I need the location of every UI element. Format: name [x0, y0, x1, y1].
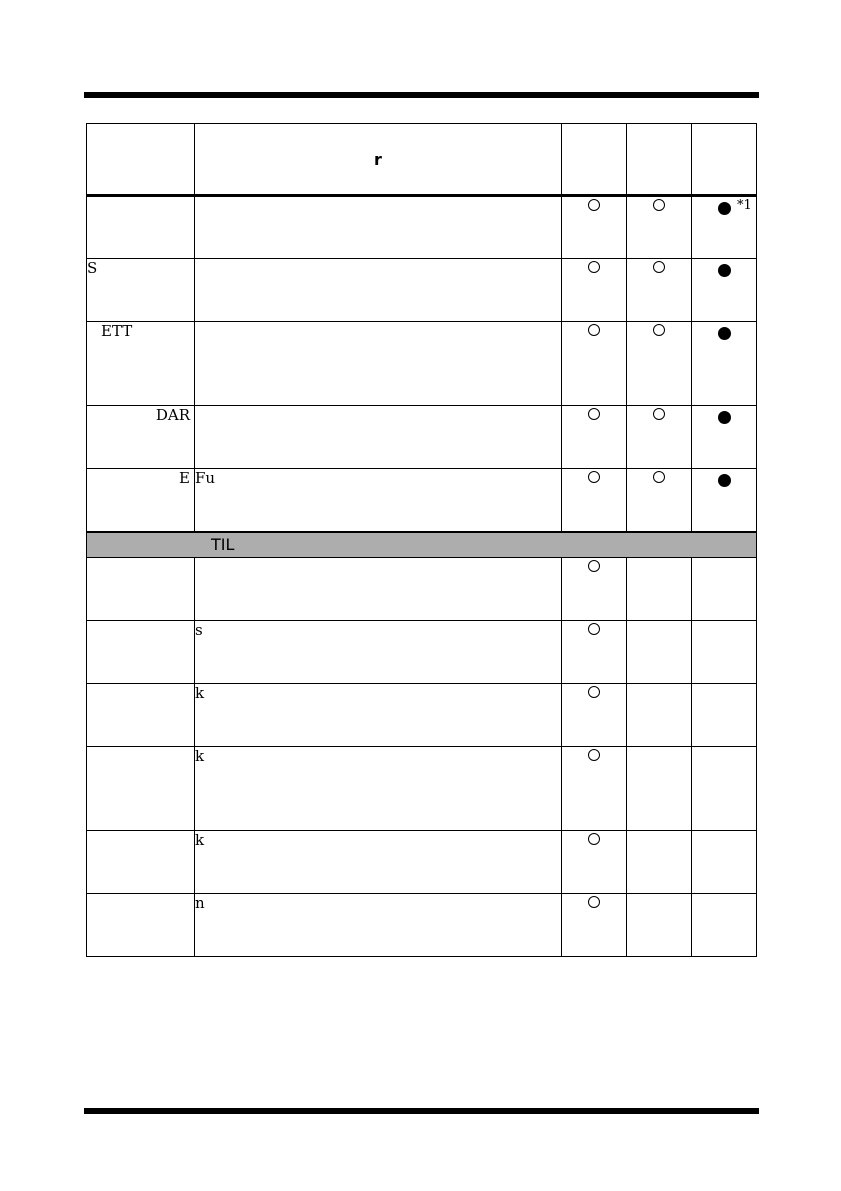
- open-circle-icon: [653, 324, 665, 336]
- row-mark-1: [562, 620, 627, 683]
- row-description: [195, 196, 562, 259]
- section-header-row: [87, 532, 757, 558]
- row-mark-1: [562, 322, 627, 406]
- row-mark-3: [692, 683, 757, 746]
- row-name: [87, 830, 195, 893]
- row-name: [87, 620, 195, 683]
- section-header-cell: [87, 532, 757, 558]
- row-mark-1: [562, 893, 627, 956]
- row-mark-1: [562, 683, 627, 746]
- open-circle-icon: [588, 408, 600, 420]
- header-description-cell: r: [195, 124, 562, 196]
- bottom-rule: [84, 1108, 759, 1114]
- open-circle-icon: [588, 749, 600, 761]
- header-col-2: [627, 124, 692, 196]
- table-row: [87, 259, 757, 322]
- table-row: [87, 196, 757, 259]
- header-name-cell: [87, 124, 195, 196]
- row-mark-2: [627, 259, 692, 322]
- row-name: DAR: [87, 406, 195, 469]
- row-mark-2: [627, 893, 692, 956]
- section-title: TIL: [211, 535, 235, 554]
- row-mark-3: [692, 322, 757, 406]
- open-circle-icon: [588, 324, 600, 336]
- filled-circle-icon: [718, 202, 731, 215]
- table-row: [87, 469, 757, 532]
- row-description: [195, 557, 562, 620]
- open-circle-icon: [588, 560, 600, 572]
- row-mark-2: [627, 683, 692, 746]
- row-name: [87, 683, 195, 746]
- filled-circle-icon: [718, 474, 731, 487]
- row-description: k: [195, 683, 562, 746]
- header-col-3: [692, 124, 757, 196]
- row-description: k: [195, 746, 562, 830]
- row-description: Fu: [195, 469, 562, 532]
- row-mark-1: [562, 196, 627, 259]
- table-row: [87, 746, 757, 830]
- spec-table: [86, 123, 757, 957]
- filled-circle-icon: [718, 327, 731, 340]
- open-circle-icon: [653, 408, 665, 420]
- footnote-ref: *1: [737, 198, 752, 213]
- row-mark-2: [627, 830, 692, 893]
- filled-circle-icon: [718, 264, 731, 277]
- row-mark-1: [562, 830, 627, 893]
- open-circle-icon: [588, 896, 600, 908]
- row-mark-2: [627, 406, 692, 469]
- row-mark-2: [627, 746, 692, 830]
- filled-circle-icon: [718, 411, 731, 424]
- table-row: [87, 893, 757, 956]
- open-circle-icon: [588, 261, 600, 273]
- row-mark-3: [692, 406, 757, 469]
- row-name: S: [87, 259, 195, 322]
- table-row: [87, 620, 757, 683]
- row-mark-2: [627, 322, 692, 406]
- header-col-1: [562, 124, 627, 196]
- open-circle-icon: [588, 471, 600, 483]
- table-row: [87, 557, 757, 620]
- row-name: E: [87, 469, 195, 532]
- row-mark-2: [627, 196, 692, 259]
- open-circle-icon: [588, 623, 600, 635]
- table-row: [87, 683, 757, 746]
- row-mark-3: [692, 830, 757, 893]
- row-description: k: [195, 830, 562, 893]
- table-row: [87, 406, 757, 469]
- row-mark-2: [627, 620, 692, 683]
- row-mark-1: [562, 406, 627, 469]
- row-mark-3: [692, 196, 757, 259]
- row-mark-1: [562, 469, 627, 532]
- row-mark-2: [627, 557, 692, 620]
- table-row: [87, 322, 757, 406]
- row-name: [87, 746, 195, 830]
- row-description: [195, 406, 562, 469]
- open-circle-icon: [588, 833, 600, 845]
- open-circle-icon: [588, 199, 600, 211]
- row-description: n: [195, 893, 562, 956]
- row-mark-2: [627, 469, 692, 532]
- row-mark-1: [562, 259, 627, 322]
- row-mark-3: [692, 259, 757, 322]
- table-row: [87, 830, 757, 893]
- table-header-row: [87, 124, 757, 196]
- row-mark-3: [692, 557, 757, 620]
- open-circle-icon: [653, 261, 665, 273]
- row-mark-3: [692, 893, 757, 956]
- row-mark-3: [692, 620, 757, 683]
- row-mark-3: [692, 746, 757, 830]
- row-mark-1: [562, 746, 627, 830]
- row-name: [87, 196, 195, 259]
- row-description: [195, 259, 562, 322]
- row-description: s: [195, 620, 562, 683]
- row-name: ETT: [87, 322, 195, 406]
- open-circle-icon: [588, 686, 600, 698]
- row-mark-3: [692, 469, 757, 532]
- row-mark-1: [562, 557, 627, 620]
- open-circle-icon: [653, 471, 665, 483]
- top-rule: [84, 92, 759, 98]
- row-name: [87, 557, 195, 620]
- row-name: [87, 893, 195, 956]
- open-circle-icon: [653, 199, 665, 211]
- row-description: [195, 322, 562, 406]
